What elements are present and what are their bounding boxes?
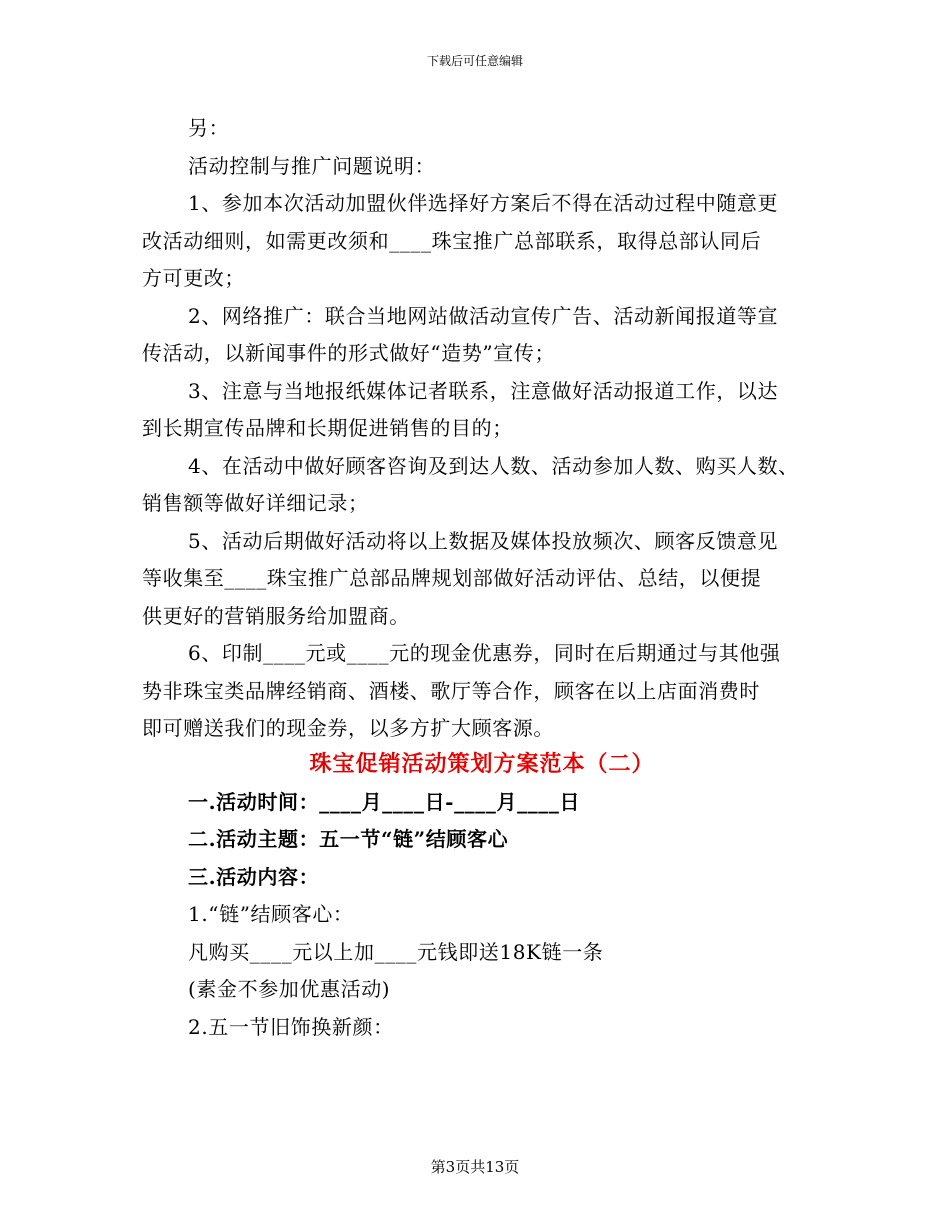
section-heading: 一.活动时间：____月____日-____月____日 bbox=[188, 789, 581, 814]
paragraph-line: 5、活动后期做好活动将以上数据及媒体投放频次、顾客反馈意见 bbox=[188, 528, 779, 553]
paragraph-line: 即可赠送我们的现金券，以多方扩大顾客源。 bbox=[142, 716, 554, 740]
paragraph-line: 方可更改； bbox=[142, 266, 245, 290]
paragraph-line: 1、参加本次活动加盟伙伴选择好方案后不得在活动过程中随意更 bbox=[188, 191, 779, 215]
section-heading: 二.活动主题：五一节“链”结顾客心 bbox=[188, 827, 509, 851]
paragraph-line: 6、印制____元或____元的现金优惠券，同时在后期通过与其他强 bbox=[188, 641, 781, 665]
paragraph-line: 传活动，以新闻事件的形式做好“造势”宣传； bbox=[142, 341, 556, 365]
paragraph-line: 到长期宣传品牌和长期促进销售的目的； bbox=[142, 416, 513, 440]
document-body bbox=[142, 110, 822, 1046]
paragraph-line: 4、在活动中做好顾客咨询及到达人数、活动参加人数、购买人数、 bbox=[188, 453, 799, 478]
page-header: 下载后可任意编辑 bbox=[426, 54, 523, 68]
paragraph-line: 2、网络推广：联合当地网站做活动宣传广告、活动新闻报道等宣 bbox=[188, 303, 779, 328]
section-title: 珠宝促销活动策划方案范本（二） bbox=[309, 750, 655, 777]
paragraph-line: 销售额等做好详细记录； bbox=[142, 491, 369, 515]
paragraph-line: (素金不参加优惠活动) bbox=[188, 977, 391, 1001]
paragraph-line: 另： bbox=[188, 116, 230, 140]
paragraph-line: 3、注意与当地报纸媒体记者联系，注意做好活动报道工作，以达 bbox=[188, 378, 779, 403]
section-heading: 三.活动内容： bbox=[188, 864, 320, 889]
paragraph-line: 势非珠宝类品牌经销商、酒楼、歌厅等合作，顾客在以上店面消费时 bbox=[142, 678, 760, 703]
paragraph-line: 等收集至____珠宝推广总部品牌规划部做好活动评估、总结，以便提 bbox=[142, 566, 762, 590]
paragraph-line: 2.五一节旧饰换新颜： bbox=[188, 1014, 394, 1039]
page-footer: 第3页共13页 bbox=[430, 1158, 520, 1176]
paragraph-line: 1.“链”结顾客心： bbox=[188, 902, 354, 926]
paragraph-line: 供更好的营销服务给加盟商。 bbox=[142, 603, 410, 628]
paragraph-line: 凡购买____元以上加____元钱即送18K链一条 bbox=[188, 939, 604, 964]
paragraph-line: 改活动细则，如需更改须和____珠宝推广总部联系，取得总部认同后 bbox=[142, 228, 762, 253]
paragraph-line: 活动控制与推广问题说明： bbox=[188, 153, 436, 178]
